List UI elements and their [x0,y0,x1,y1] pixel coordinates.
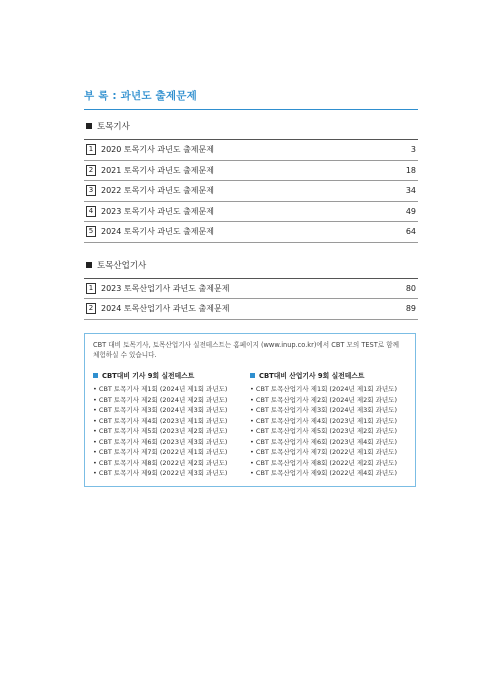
cbt-columns [93,370,407,479]
appendix-title: 부 록 : 과년도 출제문제 [84,88,418,110]
section-heading-label: 토목산업기사 [97,260,147,271]
item-number-box: 4 [86,206,96,217]
cbt-info-box [84,333,416,487]
cbt-intro-text: CBT 대비 토목기사, 토목산업기사 실전테스트는 홈페이지 (www.inup.co.kr)에서 CBT 모의 TEST로 함께 체험하실 수 있습니다. [93,341,399,359]
item-number-box: 2 [86,303,96,314]
item-number-box: 2 [86,165,96,176]
cbt-column-heading-label: CBT대비 산업기사 9회 실전테스트 [259,372,365,380]
cbt-column-engineer [93,370,250,479]
list-item: • CBT 토목기사 제6회 (2023년 제3회 과년도) [93,437,228,446]
section-heading-industrial-engineer [86,259,418,271]
list-item: • CBT 토목기사 제4회 (2023년 제1회 과년도) [93,416,228,425]
toc-row[interactable] [84,279,418,300]
toc-page-number: 49 [405,206,416,216]
toc-list-industrial-engineer [84,278,418,320]
toc-item-label: 2024 토목산업기사 과년도 출제문제 [101,304,230,314]
toc-list-civil-engineer [84,139,418,243]
list-item: • CBT 토목산업기사 제5회 (2023년 제2회 과년도) [250,427,397,435]
list-item: • CBT 토목산업기사 제4회 (2023년 제1회 과년도) [250,416,397,425]
section-heading-civil-engineer [86,120,418,132]
list-item: • CBT 토목산업기사 제2회 (2024년 제2회 과년도) [250,395,397,404]
toc-row[interactable] [84,202,418,223]
toc-item-label: 2022 토목기사 과년도 출제문제 [101,186,214,196]
section-heading-label: 토목기사 [97,122,130,132]
cbt-column-heading [93,370,250,380]
cbt-column-industrial [250,370,407,479]
list-item: • CBT 토목산업기사 제3회 (2024년 제3회 과년도) [250,406,397,414]
toc-page-number: 89 [405,304,416,314]
item-number-box: 1 [86,144,96,155]
square-bullet-icon [86,123,92,129]
toc-row[interactable] [84,299,418,320]
list-item: • CBT 토목기사 제8회 (2022년 제2회 과년도) [93,458,228,467]
list-item: • CBT 토목산업기사 제8회 (2022년 제2회 과년도) [250,458,397,467]
square-bullet-icon [86,262,92,268]
toc-item-label: 2020 토목기사 과년도 출제문제 [101,145,214,155]
toc-item-label: 2023 토목기사 과년도 출제문제 [101,206,214,216]
item-number-box: 3 [86,185,96,196]
blue-square-icon [250,373,255,378]
list-item: • CBT 토목산업기사 제7회 (2022년 제1회 과년도) [250,448,397,456]
item-number-box: 1 [86,283,96,294]
cbt-column-heading [250,370,407,380]
toc-page-number: 3 [410,145,416,155]
toc-row[interactable] [84,161,418,182]
cbt-column-heading-label: CBT대비 기사 9회 실전테스트 [102,372,195,380]
list-item: • CBT 토목기사 제7회 (2022년 제1회 과년도) [93,448,228,456]
toc-item-label: 2024 토목기사 과년도 출제문제 [101,227,214,237]
toc-page-number: 34 [405,186,416,196]
toc-row[interactable] [84,181,418,202]
toc-item-label: 2023 토목산업기사 과년도 출제문제 [101,283,230,293]
toc-page-number: 64 [405,227,416,237]
cbt-test-list [250,384,407,479]
list-item: • CBT 토목산업기사 제1회 (2024년 제1회 과년도) [250,385,397,393]
list-item: • CBT 토목산업기사 제9회 (2022년 제4회 과년도) [250,469,397,477]
blue-square-icon [93,373,98,378]
list-item: • CBT 토목기사 제1회 (2024년 제1회 과년도) [93,385,228,393]
list-item: • CBT 토목기사 제5회 (2023년 제2회 과년도) [93,427,228,435]
list-item: • CBT 토목산업기사 제6회 (2023년 제4회 과년도) [250,437,397,446]
toc-page-number: 18 [405,165,416,175]
table-of-contents [84,88,418,336]
list-item: • CBT 토목기사 제3회 (2024년 제3회 과년도) [93,406,228,414]
list-item: • CBT 토목기사 제2회 (2024년 제2회 과년도) [93,395,228,404]
cbt-test-list [93,384,250,479]
toc-row[interactable] [84,222,418,243]
toc-item-label: 2021 토목기사 과년도 출제문제 [101,165,214,175]
item-number-box: 5 [86,226,96,237]
toc-page-number: 80 [405,283,416,293]
list-item: • CBT 토목기사 제9회 (2022년 제3회 과년도) [93,469,228,477]
toc-row[interactable] [84,140,418,161]
